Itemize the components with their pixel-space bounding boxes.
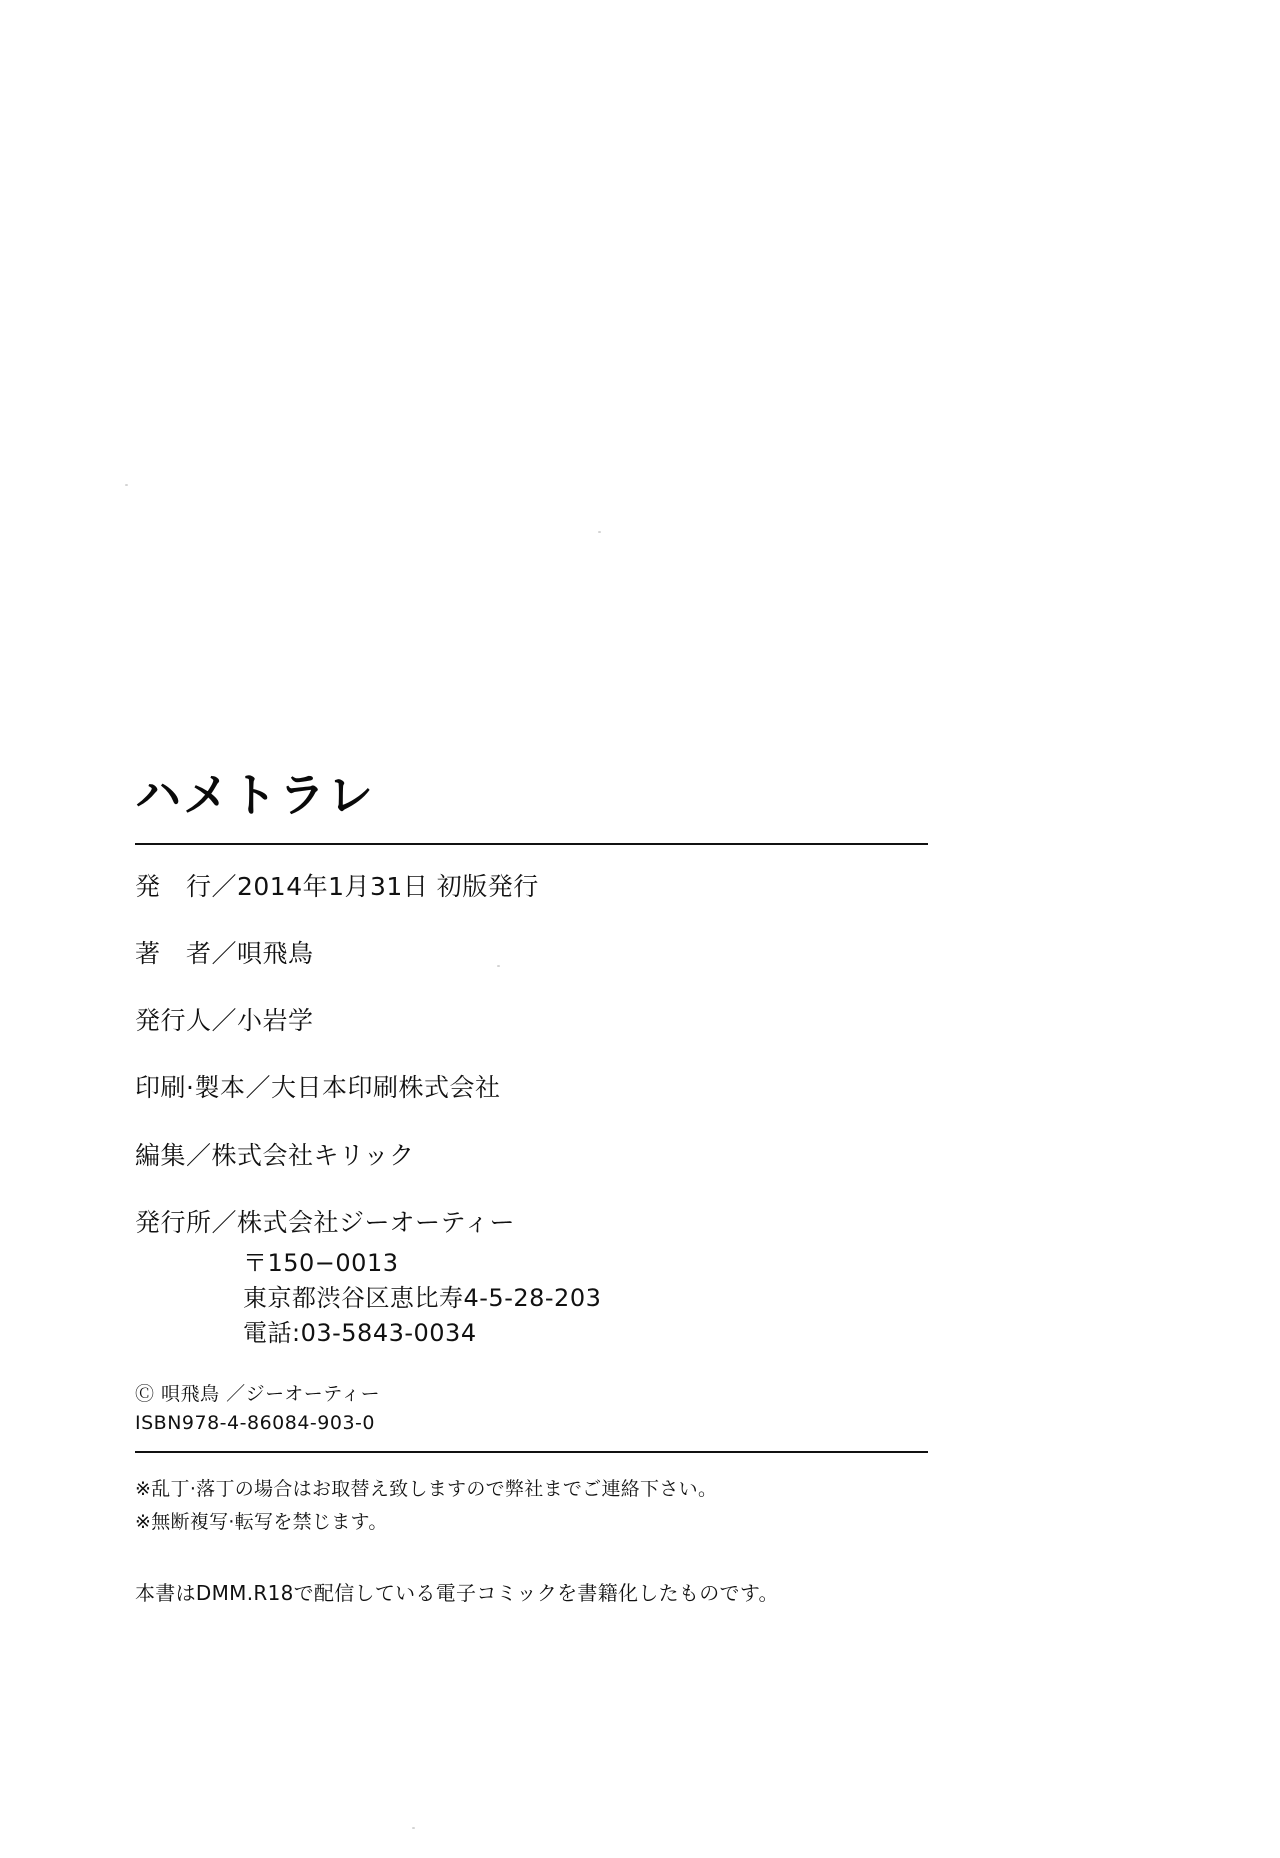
copyright-notice: Ⓒ 唄飛鳥 ／ジーオーティー <box>135 1383 381 1406</box>
note-no-reproduction: ※無断複写·転写を禁じます。 <box>135 1510 388 1533</box>
colophon-entry-publisher-person: 発行人／小岩学 <box>135 1006 314 1036</box>
colophon-entry-publisher-company: 発行所／株式会社ジーオーティー <box>135 1207 516 1237</box>
divider-bottom <box>135 1451 928 1453</box>
colophon-block <box>135 770 935 1608</box>
colophon-entry-printing-binding: 印刷·製本／大日本印刷株式会社 <box>135 1073 501 1103</box>
footer-source-note: 本書はDMM.R18で配信している電子コミックを書籍化したものです。 <box>135 1581 779 1606</box>
colophon-entry-editing: 編集／株式会社キリック <box>135 1140 415 1170</box>
note-defective-copies: ※乱丁·落丁の場合はお取替え致しますので弊社までご連絡下さい。 <box>135 1478 718 1501</box>
address-postal-code: 〒150−0013 <box>243 1249 399 1278</box>
paper-speck <box>598 531 601 533</box>
address-street: 東京都渋谷区恵比寿4-5-28-203 <box>243 1283 602 1312</box>
colophon-entry-author: 著 者／唄飛鳥 <box>135 938 314 968</box>
paper-speck <box>412 1827 415 1829</box>
paper-speck <box>125 484 128 486</box>
book-title: ハメトラレ <box>135 768 375 822</box>
publisher-address <box>135 1246 935 1350</box>
divider-top <box>135 843 928 845</box>
colophon-entry-publication-date: 発 行／2014年1月31日 初版発行 <box>135 871 539 901</box>
address-phone: 電話:03-5843-0034 <box>243 1318 477 1347</box>
isbn-number: ISBN978-4-86084-903-0 <box>135 1411 375 1434</box>
